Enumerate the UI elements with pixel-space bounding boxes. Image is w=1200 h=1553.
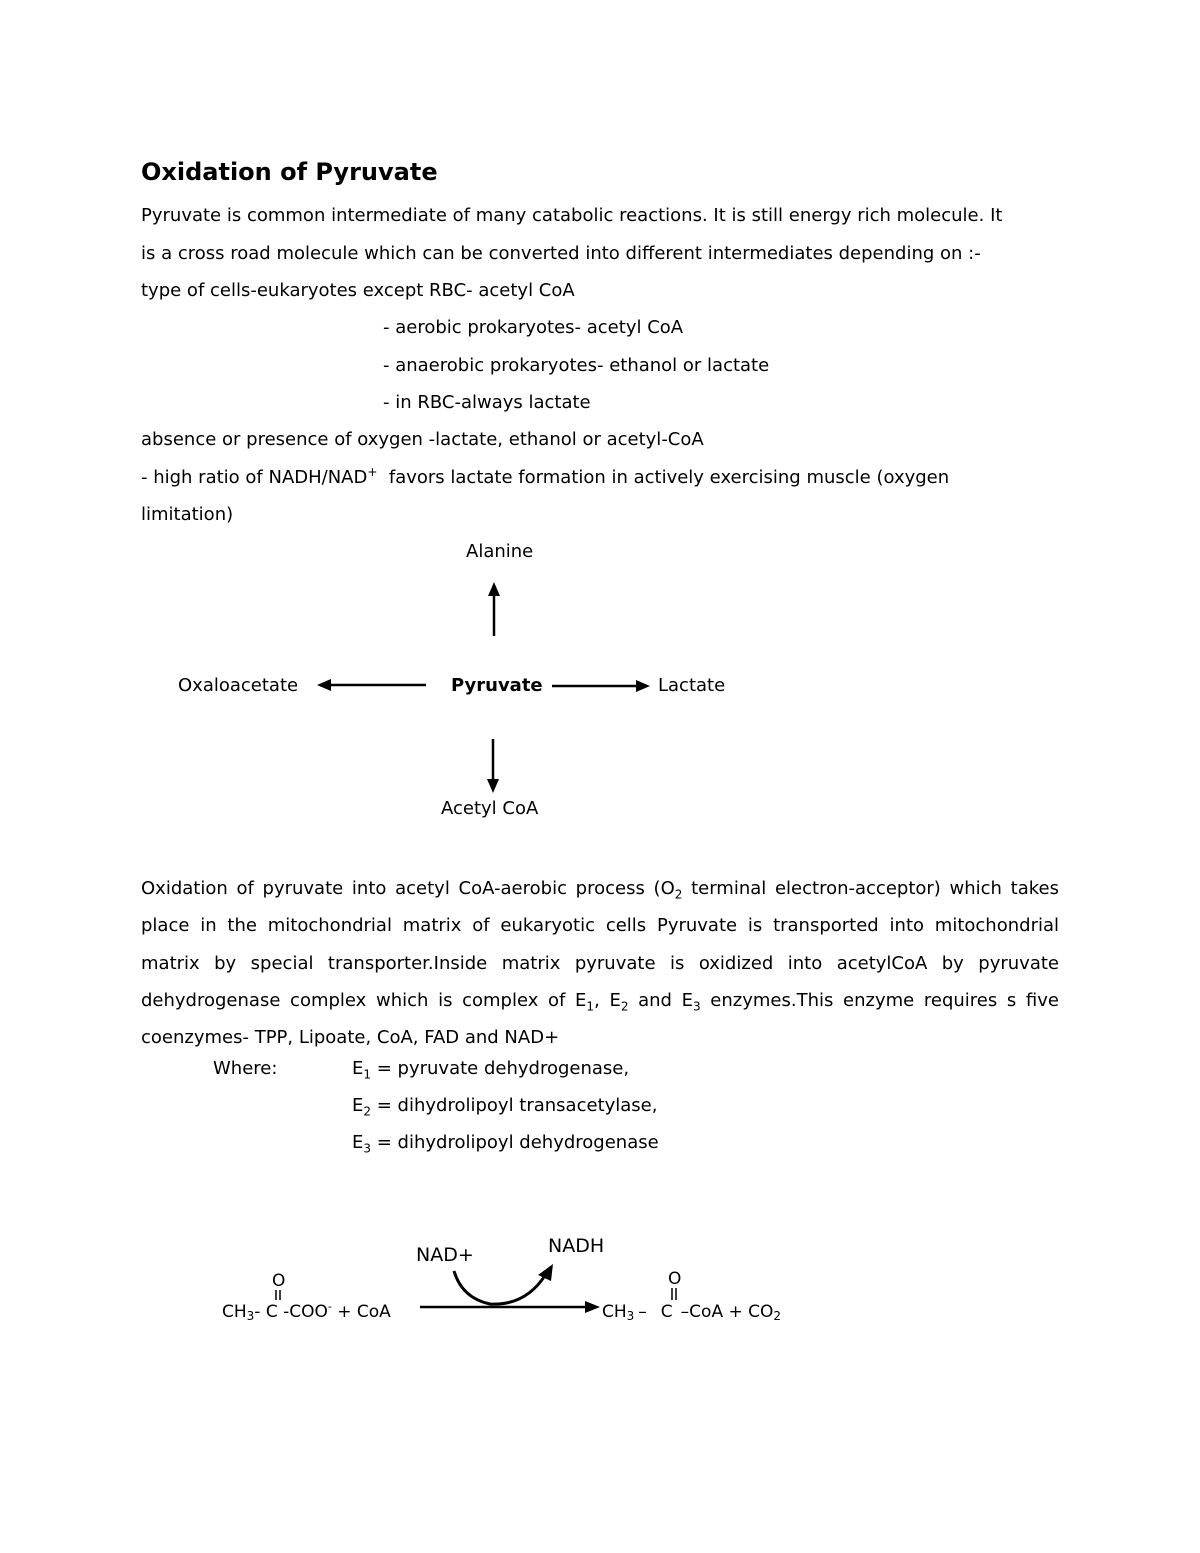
intro-line-3: type of cells-eukaryotes except RBC- acetyl CoA (141, 280, 575, 301)
o2-subscript: 2 (674, 887, 683, 902)
reactant-charge: - (327, 1300, 332, 1313)
pathway-alanine: Alanine (466, 541, 534, 562)
arrow-left (317, 679, 426, 691)
reaction-nadh: NADH (548, 1235, 605, 1257)
oxidation-text-3: , E (594, 989, 621, 1011)
product-rest: –CoA + CO (680, 1302, 774, 1322)
reaction-reactant (222, 1300, 391, 1323)
arrow-up (488, 582, 500, 636)
cofactor-curved-arrow (454, 1271, 546, 1304)
enzyme-e1 (352, 1057, 629, 1081)
pathway-oxaloacetate: Oxaloacetate (178, 675, 299, 696)
pathway-lactate: Lactate (658, 675, 726, 696)
intro-line-4: - aerobic prokaryotes- acetyl CoA (383, 317, 684, 338)
enzyme-e3 (352, 1131, 659, 1155)
reaction-product (602, 1302, 781, 1323)
cofactor-arrowhead (538, 1264, 553, 1281)
reactant-ch: CH (222, 1302, 247, 1322)
reactant-ch-sub: 3 (246, 1309, 255, 1323)
reactant-coa: + CoA (331, 1302, 391, 1322)
enzyme-e1-desc: = pyruvate dehydrogenase, (371, 1058, 630, 1079)
intro-line-6: - in RBC-always lactate (383, 392, 591, 413)
enzyme-e3-desc: = dihydrolipoyl dehydrogenase (371, 1132, 659, 1153)
intro-line-7: absence or presence of oxygen -lactate, ethanol or acetyl-CoA (141, 429, 704, 450)
e1-subscript: 1 (586, 999, 595, 1014)
enzyme-e2-desc: = dihydrolipoyl transacetylase, (371, 1095, 658, 1116)
where-label: Where: (213, 1058, 278, 1079)
page-title: Oxidation of Pyruvate (141, 158, 438, 186)
enzyme-e1-sub: 1 (363, 1067, 372, 1082)
pathway-pyruvate: Pyruvate (451, 675, 543, 696)
intro-line-1: Pyruvate is common intermediate of many catabolic reactions. It is still energy rich molecule. It (141, 205, 1003, 226)
enzyme-e3-sub: 3 (363, 1141, 372, 1156)
nad-plus-superscript: + (367, 465, 378, 479)
reactant-rest: - C -COO (254, 1302, 328, 1322)
oxidation-text-1: Oxidation of pyruvate into acetyl CoA-aerobic process (O (141, 878, 675, 899)
oxidation-text-4: and E (628, 989, 693, 1011)
oxidation-text-5: enzymes.This enzyme requires s five coenzymes- TPP, Lipoate, CoA, FAD and NAD+ (141, 989, 1059, 1049)
enzyme-e3-letter: E (352, 1132, 364, 1153)
reaction-oxygen-right: O (668, 1269, 682, 1289)
product-co2-sub: 2 (773, 1309, 782, 1323)
e2-subscript: 2 (620, 999, 629, 1014)
reaction-diagram (0, 1220, 1200, 1350)
enzyme-e2-letter: E (352, 1095, 364, 1116)
enzyme-e2-sub: 2 (363, 1104, 372, 1119)
arrow-right (552, 680, 650, 692)
intro-line-9: limitation) (141, 504, 234, 525)
oxidation-paragraph (141, 870, 1059, 1056)
oxidation-text-2: terminal electron-acceptor) which takes place in the mitochondrial matrix of eukaryotic cells Pyruvate is transported into mitochondrial matrix by special transporter.Inside matrix pyruvate is oxidized into acetylCoA by pyruvate dehydrogenase complex which is complex of E (141, 878, 1059, 1011)
product-ch: CH (602, 1302, 627, 1322)
enzyme-e1-letter: E (352, 1058, 364, 1079)
product-ch-sub: 3 (626, 1309, 635, 1323)
product-dash: – (638, 1302, 647, 1322)
enzyme-e2 (352, 1094, 657, 1118)
pathway-acetyl-coa: Acetyl CoA (441, 798, 539, 819)
reaction-nad-plus: NAD+ (416, 1244, 474, 1266)
product-c: C (660, 1302, 673, 1322)
arrow-down (487, 739, 499, 793)
e3-subscript: 3 (693, 999, 701, 1014)
reaction-main-arrowhead (585, 1301, 600, 1313)
lactate-formation-text: favors lactate formation in actively exercising muscle (oxygen (377, 467, 950, 488)
reaction-oxygen-left: O (272, 1271, 286, 1291)
nadh-ratio-text: - high ratio of NADH/NAD (141, 467, 368, 488)
intro-line-2: is a cross road molecule which can be converted into different intermediates depending on :- (141, 243, 981, 264)
intro-line-5: - anaerobic prokaryotes- ethanol or lactate (383, 355, 770, 376)
